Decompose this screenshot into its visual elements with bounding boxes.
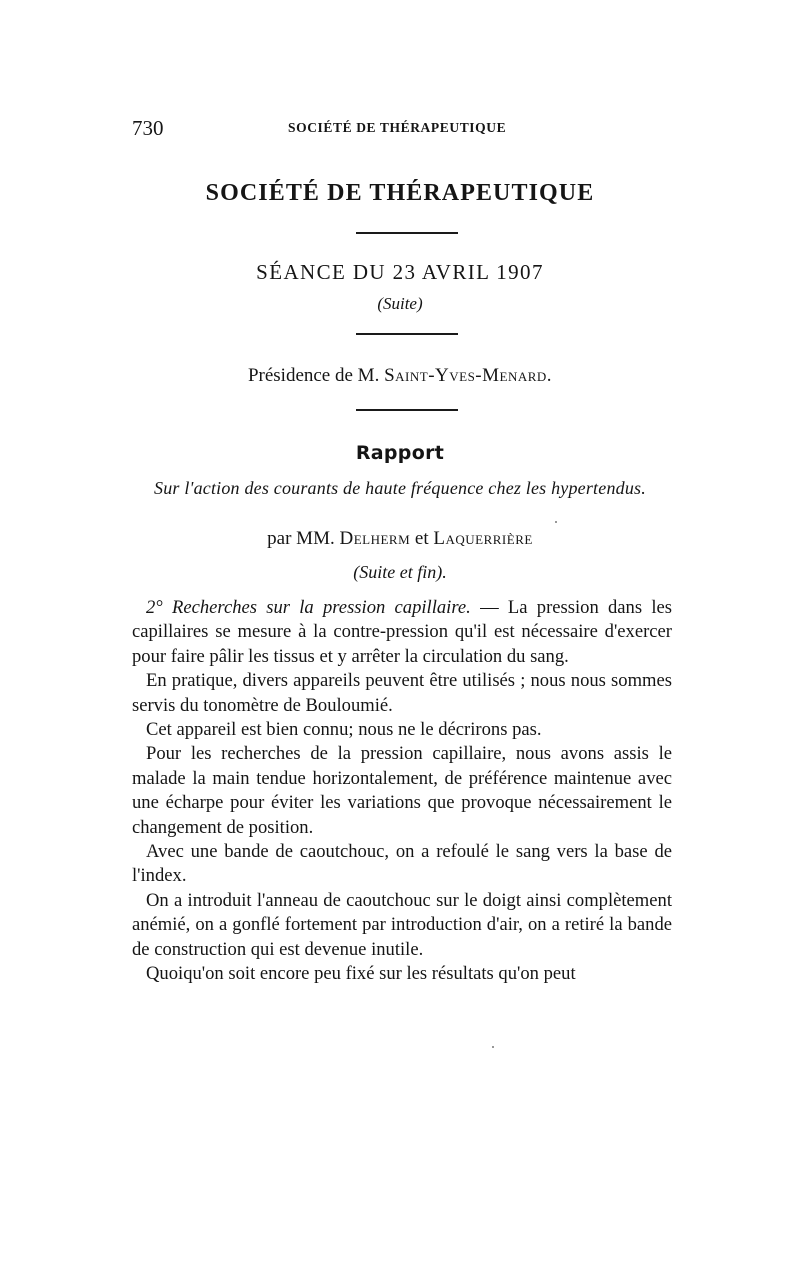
session-heading: SÉANCE DU 23 AVRIL 1907 <box>256 260 544 284</box>
paragraph: Pour les recherches de la pression capillaire, nous avons assis le malade la main tendue horizontalement, de préférence maintenue avec une écharpe pour éviter les variations que provoque nécessairement le changement de position. <box>132 743 672 838</box>
presidence-line <box>0 365 800 387</box>
report-authors <box>0 528 800 550</box>
report-title: Rapport <box>355 442 445 464</box>
society-title: SOCIÉTÉ DE THÉRAPEUTIQUE <box>205 180 595 206</box>
report-note: (Suite et fin). <box>353 562 447 582</box>
author-name: Laquerrière <box>433 528 533 549</box>
paragraph: En pratique, divers appareils peuvent être utilisés ; nous nous sommes servis du tonomètre de Bouloumié. <box>132 670 672 716</box>
print-speck <box>492 1046 494 1048</box>
running-head <box>132 116 672 140</box>
paragraph: Cet appareil est bien connu; nous ne le décrirons pas. <box>146 719 542 741</box>
print-speck <box>555 521 557 523</box>
authors-prefix: par MM. <box>267 528 340 549</box>
page-number: 730 <box>132 116 164 140</box>
paragraph <box>132 596 672 669</box>
divider-rule <box>356 409 458 411</box>
divider-rule <box>356 232 458 234</box>
paragraph: On a introduit l'anneau de caoutchouc sur le doigt ainsi complètement anémié, on a gonflé fortement par introduction d'air, on a retiré la bande de construction qui est devenue inutile. <box>132 889 672 960</box>
president-name: Saint-Yves-Menard. <box>384 365 553 386</box>
report-subject: Sur l'action des courants de haute fréquence chez les hypertendus. <box>154 478 646 498</box>
authors-conjunction: et <box>410 528 434 549</box>
paragraph: Avec une bande de caoutchouc, on a refoulé le sang vers la base de l'index. <box>132 841 672 887</box>
paragraph-text: — La pression dans les capillaires se mesure à la contre-pression qu'il est nécessaire d'exercer pour faire pâlir les tissus et y arrêter la circulation du sang. <box>132 597 672 667</box>
section-lead: 2° Recherches sur la pression capillaire. <box>146 597 471 618</box>
session-note: (Suite) <box>377 294 423 313</box>
presidence-prefix: Présidence de M. <box>247 365 385 386</box>
paragraph: Quoiqu'on soit encore peu fixé sur les résultats qu'on peut <box>146 963 576 985</box>
author-name: Delherm <box>339 528 411 549</box>
running-title: SOCIÉTÉ DE THÉRAPEUTIQUE <box>288 120 507 135</box>
divider-rule <box>356 333 458 335</box>
body-text <box>132 596 672 987</box>
